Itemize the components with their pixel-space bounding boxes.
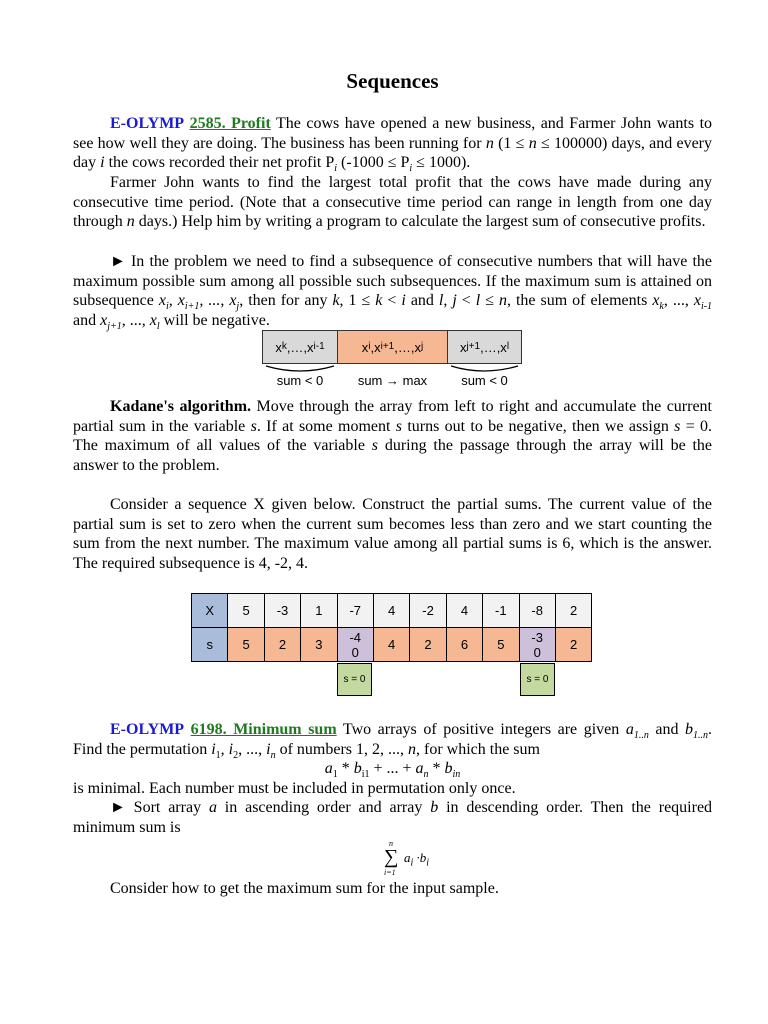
table-cell: 6 [446, 628, 482, 662]
table-cell: 4 [373, 594, 409, 628]
table-cell: -8 [519, 594, 555, 628]
statement-text: (1 ≤ [498, 134, 525, 152]
reset-note: s = 0 [337, 663, 372, 696]
paragraph-text: Find the permutation [73, 740, 208, 758]
var-n: n [126, 213, 135, 231]
table-cell: -7 [337, 594, 373, 628]
paragraph-text: for which the sum [424, 740, 540, 758]
table-cell: 5 [228, 628, 264, 662]
paragraph-text: ► Sort array [110, 799, 202, 816]
sum-formula: $a_1 * b_{i1}$ + ... + $a_n * b_{in}$ [324, 760, 461, 781]
paragraph-text: and [655, 721, 679, 738]
statement-text: ≤ 1000). [416, 154, 471, 172]
var-i: i [100, 154, 105, 172]
middle-label: sum → max [357, 373, 428, 388]
paragraph-text: turns out to be negative, then we assign [407, 417, 669, 435]
table-cell: 5 [228, 594, 264, 628]
problem2-minimal-text: is minimal. Each number must be included in permutation only once. [73, 780, 516, 797]
right-segment: x j+1 ,…,x l [447, 330, 522, 364]
table-cell-reset: -4 0 [337, 628, 373, 662]
problem1-paragraph2 [73, 173, 712, 232]
middle-segment: x i ,x i+1 ,…,x j [337, 330, 448, 364]
table-cell: -1 [483, 594, 519, 628]
table-cell: 2 [555, 628, 591, 662]
problem2-statement: E-OLYMP 6198. Minimum sum Two arrays of positive integers are given $a_{1..n}$ and $b_{1..n}$. Find the permutation $i_1$, $i_2$, ..., $i_n$ of numbers 1, 2, ..., n, for which the sum [73, 721, 713, 761]
table-cell: -3 [264, 594, 300, 628]
left-segment: x k ,…,x i-1 [262, 330, 338, 364]
paragraph-text: of numbers 1, 2, ..., [279, 740, 404, 758]
paragraph-text: the sum of elements [515, 292, 648, 310]
paragraph-text: ► In the problem we need to find a subsequence of consecutive numbers that will have the maximum possible sum among all possible such subsequences. If the maximum sum is attained on subsequence [73, 253, 712, 310]
table-cell: 3 [301, 628, 337, 662]
paragraph-text: and [410, 292, 434, 310]
paragraph-text: then for any [248, 292, 328, 310]
problem1-solution: ► In the problem we need to find a subsequence of consecutive numbers that will have the maximum possible sum among all possible such subsequences. If the maximum sum is attained on subsequence $x_i$, $x_{i+1}$, ..., $x_j$, then for any k, 1 ≤ k < i and l, j < l ≤ n, the sum of elements $x_k$, ..., $x_{i-1}$ and $x_{j+1}$, ..., $x_l$ will be negative. [73, 253, 713, 332]
paragraph-text: Farmer John wants to find the largest total profit that the cows have made during any consecutive time period. (Note that a consecutive time period can range in length from one day through [73, 174, 712, 231]
table-cell-reset: -3 0 [519, 628, 555, 662]
var-n: n [528, 134, 537, 152]
table-cell: 2 [410, 628, 446, 662]
kadane-heading: Kadane's algorithm. [110, 398, 252, 415]
statement-text: the cows recorded their net profit P [108, 154, 335, 172]
table-cell: -2 [410, 594, 446, 628]
problem2-solution: ► Sort array a in ascending order and array b in descending order. Then the required minimum sum is [73, 799, 713, 836]
paragraph-text: Move through the array from left to right and accumulate the current partial sum in the variable [73, 398, 713, 435]
kadane-paragraph: Kadane's algorithm. Move through the array from left to right and accumulate the current partial sum in the variable s. If at some moment s turns out to be negative, then we assign s = 0. The maximum of all values of the variable s during the passage through the array will be the answer to the problem. [73, 398, 713, 474]
table-cell: 4 [446, 594, 482, 628]
subsequence-diagram [262, 330, 522, 392]
statement-text: (-1000 ≤ P [341, 154, 410, 172]
final-paragraph: Consider how to get the maximum sum for the input sample. [110, 880, 499, 897]
row-header-x: X [192, 594, 228, 628]
problem-link-profit[interactable]: 2585. Profit [189, 115, 271, 132]
table-cell: 2 [555, 594, 591, 628]
paragraph-text: in descending order. Then the required minimum sum is [73, 799, 713, 836]
problem1-statement: E-OLYMP 2585. Profit The cows have opened a new business, and Farmer John wants to see how well they are doing. The business has been running for n (1 ≤ n ≤ 100000) days, and every day i the cows recorded their net profit $P_i$ $(-1000 \le P_i \le 1000)$. [73, 115, 713, 175]
paragraph-text: will be negative. [163, 311, 270, 329]
paragraph-text: = 0. The maximum of all values of the variable [73, 417, 713, 455]
statement-text: The cows have opened a new business, and Farmer John wants to see how well they are doing. The business has been running for [73, 115, 713, 152]
table-row-x [192, 594, 592, 628]
statement-text: ≤ 100000) days, and every day [73, 134, 713, 172]
partial-sums-table [191, 593, 592, 662]
reset-note: s = 0 [520, 663, 555, 696]
table-row-s [192, 628, 592, 662]
paragraph-text: days.) Help him by writing a program to calculate the largest sum of consecutive profits. [138, 213, 706, 231]
table-cell: 5 [483, 628, 519, 662]
paragraph-text: If at some moment [266, 417, 391, 435]
paragraph-text: 1 ≤ [348, 292, 371, 310]
source-label: E-OLYMP [110, 115, 185, 132]
table-cell: 1 [301, 594, 337, 628]
source-label: E-OLYMP [110, 721, 185, 738]
page-title: Sequences [346, 69, 439, 93]
table-cell: 2 [264, 628, 300, 662]
table-cell: 4 [373, 628, 409, 662]
problem-link-minimum-sum[interactable]: 6198. Minimum sum [190, 721, 337, 738]
consider-paragraph: Consider a sequence X given below. Construct the partial sums. The current value of the partial sum is set to zero when the current sum becomes less than zero and we start counting the sum from the next number. The maximum value among all partial sums is 6, which is the answer. The required subsequence is 4, -2, 4. [73, 496, 712, 572]
paragraph-text: in ascending order and array [224, 799, 423, 816]
row-header-s: s [192, 628, 228, 662]
right-label: sum < 0 [461, 373, 508, 388]
paragraph-text: during the passage through the array will be the answer to the problem. [73, 437, 713, 474]
var-n: n [485, 134, 494, 152]
left-label: sum < 0 [276, 373, 324, 388]
paragraph-text: Two arrays of positive integers are given [342, 721, 620, 738]
